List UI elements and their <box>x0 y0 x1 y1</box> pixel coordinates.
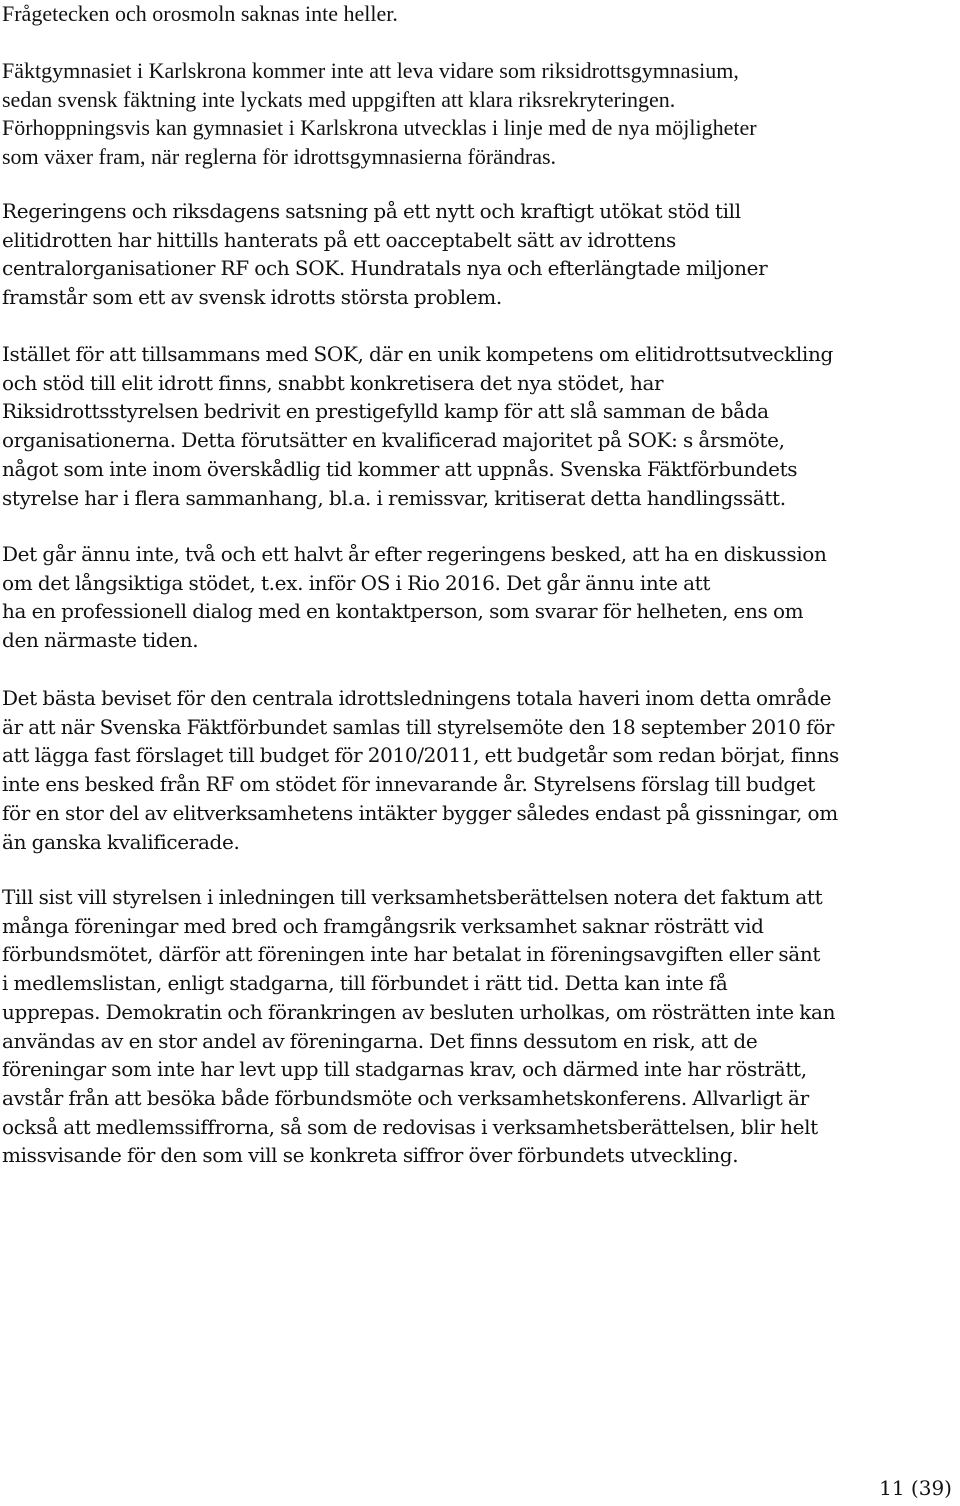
paragraph-elite-sport-funding: Regeringens och riksdagens satsning på ett nytt och kraftigt utökat stöd till elitidrotten har hittills hanterats på ett oacceptabelt sätt av idrottens centralorganisationer RF och SOK. Hundratals nya och efterlängtade miljoner framstår som ett av svensk idrotts största problem. <box>2 199 768 310</box>
page-number: 11 (39) <box>879 1476 952 1500</box>
paragraph-riksidrottsstyrelsen: Istället för att tillsammans med SOK, där en unik kompetens om elitidrottsutveckling och stöd till elit idrott finns, snabbt konkretisera det nya stödet, har Riksidrottsstyrelsen bedrivit en prestigefylld kamp för att slå samman de båda organisationerna. Detta förutsätter en kvalificerad majoritet på SOK: s årsmöte, något som inte inom överskådlig tid kommer att uppnås. Svenska Fäktförbundets styrelse har i flera sammanhang, bl.a. i remissvar, kritiserat detta handlingssätt. <box>2 342 833 510</box>
paragraph-budget: Det bästa beviset för den centrala idrottsledningens totala haveri inom detta område är att när Svenska Fäktförbundet samlas till styrelsemöte den 18 september 2010 för att lägga fast förslaget till budget för 2010/2011, ett budgetår som redan börjat, finns inte ens besked från RF om stödet för innevarande år. Styrelsens förslag till budget för en stor del av elitverksamhetens intäkter bygger således endast på gissningar, om än ganska kvalificerade. <box>2 686 839 854</box>
paragraph-voting-rights: Till sist vill styrelsen i inledningen till verksamhetsberättelsen notera det faktum att många föreningar med bred och framgångsrik verksamhet saknar rösträtt vid förbundsmötet, därför att föreningen inte har betalat in föreningsavgiften eller sänt i medlemslistan, enligt stadgarna, till förbundet i rätt tid. Detta kan inte få upprepas. Demokratin och förankringen av besluten urholkas, om rösträtten inte kan användas av en stor andel av föreningarna. Det finns dessutom en risk, att de föreningar som inte har levt upp till stadgarnas krav, och därmed inte har rösträtt, avstår från att besöka både förbundsmöte och verksamhetskonferens. Allvarligt är också att medlemssiffrorna, så som de redovisas i verksamhetsberättelsen, blir helt missvisande för den som vill se konkreta siffror över förbundets utveckling. <box>2 885 836 1168</box>
paragraph-fencing-gymnasium: Fäktgymnasiet i Karlskrona kommer inte att leva vidare som riksidrottsgymnasium, sedan svensk fäktning inte lyckats med uppgiften att klara riksrekryteringen. Förhoppningsvis kan gymnasiet i Karlskrona utvecklas i linje med de nya möjligheter som växer fram, när reglerna för idrottsgymnasierna förändras. <box>2 58 757 170</box>
paragraph-long-term-support: Det går ännu inte, två och ett halvt år efter regeringens besked, att ha en diskussion om det långsiktiga stödet, t.ex. inför OS i Rio 2016. Det går ännu inte att ha en professionell dialog med en kontaktperson, som svarar för helheten, ens om den närmaste tiden. <box>2 542 827 653</box>
paragraph-intro-line: Frågetecken och orosmoln saknas inte heller. <box>2 1 398 26</box>
